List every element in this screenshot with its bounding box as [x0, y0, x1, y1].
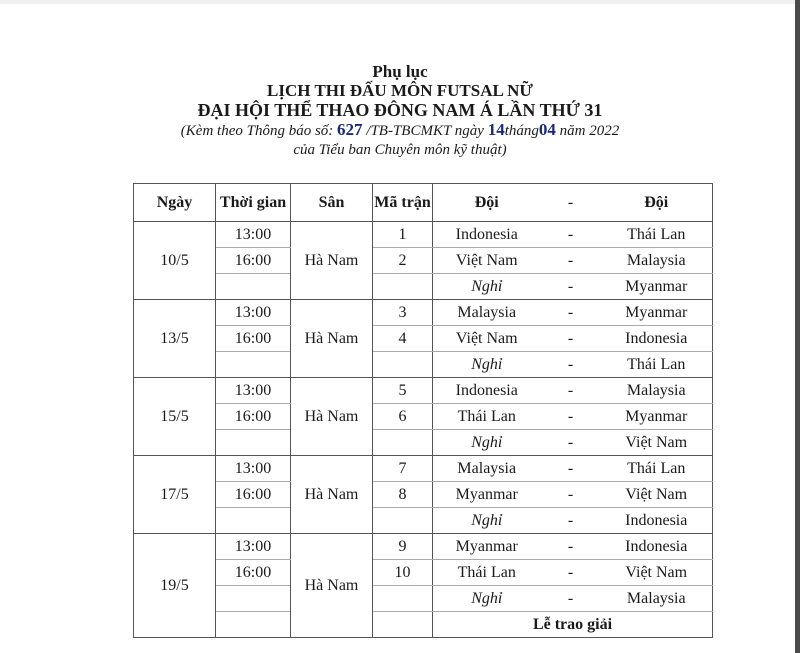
- team1-cell: Malaysia: [433, 300, 541, 326]
- team1-cell: Thái Lan: [433, 560, 541, 586]
- team2-cell: Malaysia: [601, 378, 713, 404]
- dash-cell: -: [541, 248, 601, 274]
- team1-cell: Malaysia: [433, 456, 541, 482]
- date-cell: 10/5: [134, 222, 216, 300]
- dash-cell: -: [541, 560, 601, 586]
- time-cell: [216, 274, 291, 300]
- team2-cell: Malaysia: [601, 586, 713, 612]
- team2-cell: Việt Nam: [601, 560, 713, 586]
- dash-cell: -: [541, 274, 601, 300]
- team1-cell: Việt Nam: [433, 248, 541, 274]
- document-header: [0, 62, 800, 160]
- match-cell: 1: [373, 222, 433, 248]
- dash-cell: -: [541, 352, 601, 378]
- match-cell: [373, 430, 433, 456]
- dash-cell: -: [541, 482, 601, 508]
- time-cell: [216, 352, 291, 378]
- table-row: [134, 586, 713, 612]
- match-cell: 9: [373, 534, 433, 560]
- dash-cell: -: [541, 300, 601, 326]
- team2-cell: Thái Lan: [601, 222, 713, 248]
- title-line-1: LỊCH THI ĐẤU MÔN FUTSAL NỮ: [267, 81, 533, 100]
- dash-cell: -: [541, 586, 601, 612]
- time-cell: 13:00: [216, 222, 291, 248]
- table-row: [134, 456, 713, 482]
- time-cell: 16:00: [216, 248, 291, 274]
- match-cell: 5: [373, 378, 433, 404]
- team1-cell: Nghỉ: [433, 352, 541, 378]
- date-cell: 15/5: [134, 378, 216, 456]
- match-cell: 2: [373, 248, 433, 274]
- team1-cell: Myanmar: [433, 534, 541, 560]
- time-cell: 13:00: [216, 300, 291, 326]
- col-match: Mã trận: [373, 184, 433, 222]
- team1-cell: Myanmar: [433, 482, 541, 508]
- match-cell: [373, 508, 433, 534]
- table-row: [134, 612, 713, 638]
- match-cell: 10: [373, 560, 433, 586]
- col-time: Thời gian: [216, 184, 291, 222]
- ref-month: 04: [538, 120, 556, 139]
- dash-cell: -: [541, 430, 601, 456]
- team2-cell: Indonesia: [601, 508, 713, 534]
- team1-cell: Nghỉ: [433, 508, 541, 534]
- time-cell: [216, 586, 291, 612]
- team2-cell: Indonesia: [601, 534, 713, 560]
- table-row: [134, 430, 713, 456]
- match-cell: 8: [373, 482, 433, 508]
- team1-cell: Nghỉ: [433, 430, 541, 456]
- appendix-label: Phụ lục: [372, 62, 428, 81]
- dash-cell: -: [541, 222, 601, 248]
- ref-month-label: tháng: [504, 123, 539, 139]
- match-cell: [373, 586, 433, 612]
- dash-cell: -: [541, 534, 601, 560]
- team2-cell: Myanmar: [601, 300, 713, 326]
- venue-cell: Hà Nam: [291, 300, 373, 378]
- time-cell: 16:00: [216, 404, 291, 430]
- time-cell: [216, 612, 291, 638]
- col-team1: Đội: [433, 184, 541, 222]
- time-cell: 16:00: [216, 560, 291, 586]
- time-cell: 16:00: [216, 326, 291, 352]
- team2-cell: Myanmar: [601, 274, 713, 300]
- col-dash: -: [541, 184, 601, 222]
- team2-cell: Việt Nam: [601, 482, 713, 508]
- table-row: [134, 404, 713, 430]
- schedule-table: [133, 183, 713, 638]
- team1-cell: Nghỉ: [433, 586, 541, 612]
- page-top-edge: [0, 0, 795, 4]
- dash-cell: -: [541, 508, 601, 534]
- date-cell: 13/5: [134, 300, 216, 378]
- table-row: [134, 300, 713, 326]
- reference-line: [0, 120, 800, 141]
- venue-cell: Hà Nam: [291, 222, 373, 300]
- award-cell: Lễ trao giải: [433, 612, 713, 638]
- table-row: [134, 534, 713, 560]
- team1-cell: Indonesia: [433, 222, 541, 248]
- col-date: Ngày: [134, 184, 216, 222]
- venue-cell: Hà Nam: [291, 456, 373, 534]
- time-cell: 16:00: [216, 482, 291, 508]
- team2-cell: Myanmar: [601, 404, 713, 430]
- ref-prefix: (Kèm theo Thông báo số:: [180, 123, 338, 139]
- dash-cell: -: [541, 456, 601, 482]
- ref-mid: /TB-TBCMKT ngày: [362, 123, 488, 139]
- team2-cell: Thái Lan: [601, 352, 713, 378]
- reference-line-2: của Tiểu ban Chuyên môn kỹ thuật): [293, 142, 507, 158]
- col-venue: Sân: [291, 184, 373, 222]
- title-line-2: ĐẠI HỘI THỂ THAO ĐÔNG NAM Á LẦN THỨ 31: [197, 100, 603, 120]
- ref-year: năm 2022: [555, 123, 620, 139]
- table-row: [134, 248, 713, 274]
- table-row: [134, 560, 713, 586]
- date-cell: 19/5: [134, 534, 216, 638]
- match-cell: [373, 352, 433, 378]
- match-cell: [373, 612, 433, 638]
- time-cell: 13:00: [216, 534, 291, 560]
- match-cell: 7: [373, 456, 433, 482]
- table-row: [134, 326, 713, 352]
- team2-cell: Việt Nam: [601, 430, 713, 456]
- time-cell: 13:00: [216, 456, 291, 482]
- table-row: [134, 274, 713, 300]
- dash-cell: -: [541, 404, 601, 430]
- venue-cell: Hà Nam: [291, 534, 373, 638]
- team2-cell: Indonesia: [601, 326, 713, 352]
- venue-cell: Hà Nam: [291, 378, 373, 456]
- match-cell: 3: [373, 300, 433, 326]
- dash-cell: -: [541, 378, 601, 404]
- time-cell: [216, 430, 291, 456]
- table-row: [134, 482, 713, 508]
- table-row: [134, 352, 713, 378]
- col-team2: Đội: [601, 184, 713, 222]
- table-row: [134, 222, 713, 248]
- team1-cell: Việt Nam: [433, 326, 541, 352]
- table-row: [134, 508, 713, 534]
- time-cell: 13:00: [216, 378, 291, 404]
- team2-cell: Malaysia: [601, 248, 713, 274]
- time-cell: [216, 508, 291, 534]
- match-cell: 4: [373, 326, 433, 352]
- match-cell: 6: [373, 404, 433, 430]
- ref-day: 14: [487, 120, 505, 139]
- header-row: [134, 184, 713, 222]
- dash-cell: -: [541, 326, 601, 352]
- ref-number: 627: [337, 120, 363, 139]
- table-row: [134, 378, 713, 404]
- team1-cell: Indonesia: [433, 378, 541, 404]
- team1-cell: Nghỉ: [433, 274, 541, 300]
- date-cell: 17/5: [134, 456, 216, 534]
- team2-cell: Thái Lan: [601, 456, 713, 482]
- team1-cell: Thái Lan: [433, 404, 541, 430]
- match-cell: [373, 274, 433, 300]
